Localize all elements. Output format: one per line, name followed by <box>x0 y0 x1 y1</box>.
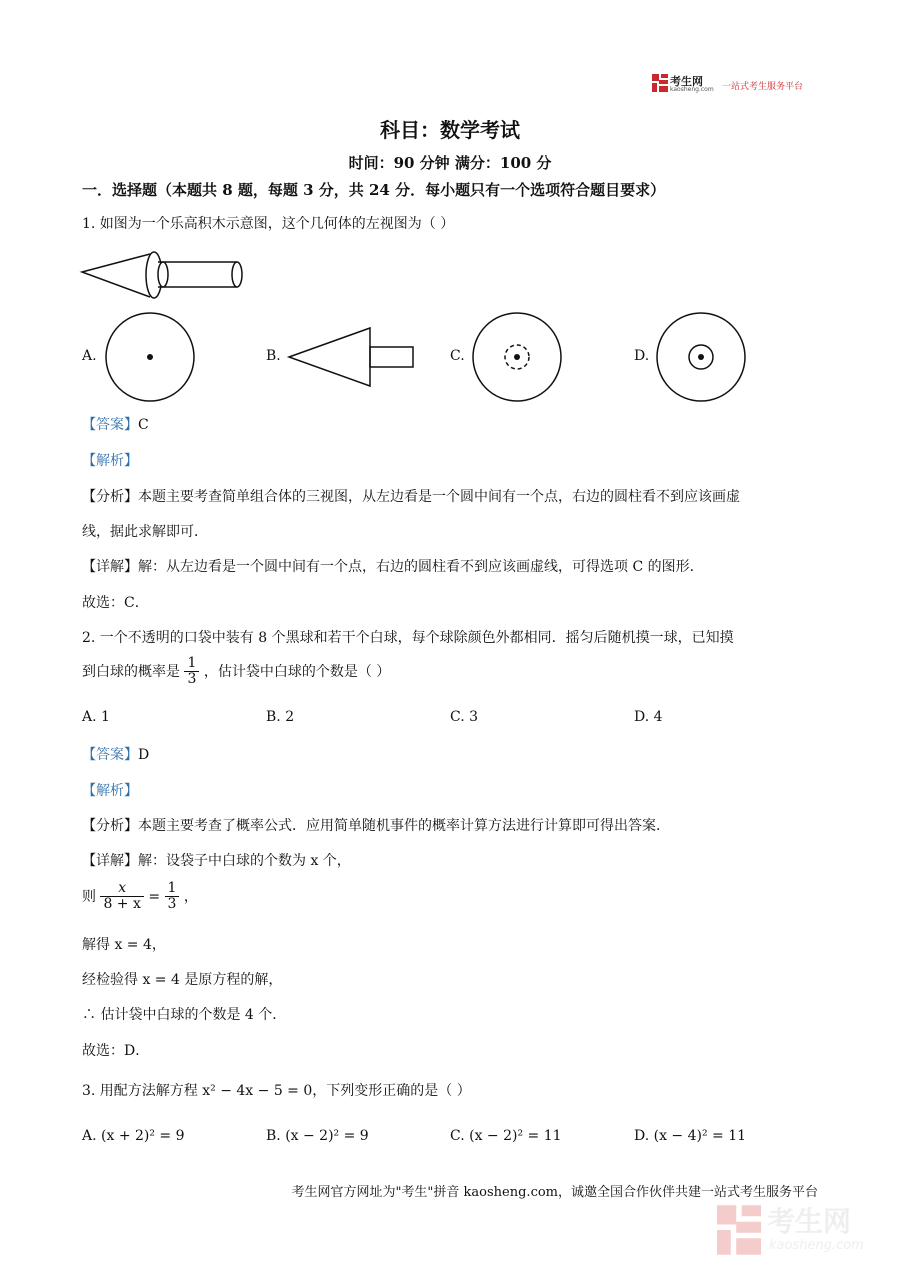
q2-option-c[interactable]: C. 3 <box>450 709 479 725</box>
q2-answer-value: D <box>138 747 150 763</box>
eq-suffix: ， <box>183 888 198 905</box>
logo-name: 考生网 <box>670 75 703 88</box>
q2-solve: 解得 x = 4， <box>82 937 166 953</box>
q1-option-c-figure <box>472 312 564 404</box>
q1-fenxi-text: 本题主要考查简单组合体的三视图，从左边看是一个圆中间有一个点，右边的圆柱看不到应该画虚 <box>138 489 740 505</box>
watermark <box>717 1200 887 1260</box>
fenxi-tag: 【分析】 <box>82 818 138 834</box>
q3-option-b[interactable]: B. (x − 2)² = 9 <box>266 1128 369 1144</box>
q2-stem-line1: 2. 一个不透明的口袋中装有 8 个黑球和若干个白球，每个球除颜色外都相同．摇匀后随机摸一球，已知摸 <box>82 630 734 646</box>
q3-option-a[interactable]: A. (x + 2)² = 9 <box>82 1128 185 1144</box>
q2-analysis-tag: 【解析】 <box>82 783 138 799</box>
q1-option-b-figure <box>286 326 416 388</box>
watermark-logo-icon <box>717 1204 761 1256</box>
fraction-denominator: 3 <box>187 671 197 688</box>
eq-right-fraction <box>165 881 180 913</box>
q3-stem: 3. 用配方法解方程 x² − 4x − 5 = 0，下列变形正确的是（ ） <box>82 1083 471 1099</box>
q2-therefore: ∴ 估计袋中白球的个数是 4 个． <box>82 1007 287 1023</box>
q1-option-a-figure <box>105 312 197 404</box>
eq-left-denominator: 8 + x <box>103 896 141 913</box>
q2-check: 经检验得 x = 4 是原方程的解， <box>82 972 283 988</box>
page-footer: 考生网官方网址为"考生"拼音 kaosheng.com，诚邀全国合作伙伴共建一站式考生服务平台 <box>291 1185 818 1200</box>
q2-fenxi <box>82 815 670 835</box>
q1-answer-value: C <box>138 417 149 433</box>
q1-fenxi-line1 <box>82 486 740 506</box>
q1-xiangjie-text: 解：从左边看是一个圆中间有一个点，右边的圆柱看不到应该画虚线，可得选项 C 的图形． <box>138 559 704 575</box>
exam-info: 时间：90 分钟 满分：100 分 <box>348 154 552 172</box>
q2-option-b[interactable]: B. 2 <box>266 709 295 725</box>
logo-slogan: 一站式考生服务平台 <box>722 82 804 92</box>
q2-probability-fraction <box>184 656 199 688</box>
eq-right-denominator: 3 <box>167 896 177 913</box>
watermark-domain: kaosheng.com <box>769 1238 864 1253</box>
q1-fenxi-line2: 线，据此求解即可． <box>82 524 208 540</box>
section-heading: 一．选择题（本题共 8 题，每题 3 分，共 24 分．每小题只有一个选项符合题目要求） <box>82 181 666 199</box>
logo-domain: kaosheng.com <box>670 86 714 93</box>
answer-tag: 【答案】 <box>82 417 138 433</box>
q2-xiangjie <box>82 850 351 870</box>
header-logo <box>652 74 827 98</box>
q1-analysis-tag: 【解析】 <box>82 453 138 469</box>
q2-answer <box>82 744 149 764</box>
q1-conclusion: 故选：C． <box>82 595 149 611</box>
lego-figure <box>80 246 250 306</box>
q1-option-d-figure <box>656 312 748 404</box>
kaosheng-logo-icon <box>652 74 668 92</box>
eq-left-fraction <box>100 881 143 913</box>
xiangjie-tag: 【详解】 <box>82 853 138 869</box>
answer-tag: 【答案】 <box>82 747 138 763</box>
fenxi-tag: 【分析】 <box>82 489 138 505</box>
q2-option-a[interactable]: A. 1 <box>82 709 110 725</box>
q1-option-d-label[interactable]: D. <box>634 348 650 364</box>
fraction-numerator: 1 <box>184 656 199 672</box>
q2-stem-before: 到白球的概率是 <box>82 663 180 680</box>
q2-stem-after: ，估计袋中白球的个数是（ ） <box>203 663 391 680</box>
q1-xiangjie <box>82 556 704 576</box>
q1-option-a-label[interactable]: A. <box>82 348 97 364</box>
eq-right-numerator: 1 <box>165 881 180 897</box>
xiangjie-tag: 【详解】 <box>82 559 138 575</box>
eq-equals: = <box>148 888 161 905</box>
q3-option-d[interactable]: D. (x − 4)² = 11 <box>634 1128 747 1144</box>
watermark-text: 考生网 <box>767 1205 852 1238</box>
page-title: 科目：数学考试 <box>380 118 520 142</box>
eq-left-numerator: x <box>100 881 143 897</box>
q2-option-d[interactable]: D. 4 <box>634 709 663 725</box>
q2-stem-line2 <box>82 656 390 688</box>
eq-prefix: 则 <box>82 888 96 905</box>
q1-option-c-label[interactable]: C. <box>450 348 465 364</box>
q3-option-c[interactable]: C. (x − 2)² = 11 <box>450 1128 562 1144</box>
q2-xiangjie-text: 解：设袋子中白球的个数为 x 个， <box>138 853 351 869</box>
q1-stem: 1. 如图为一个乐高积木示意图，这个几何体的左视图为（ ） <box>82 216 455 232</box>
q2-fenxi-text: 本题主要考查了概率公式．应用简单随机事件的概率计算方法进行计算即可得出答案． <box>138 818 670 834</box>
q1-answer <box>82 414 149 434</box>
q2-equation <box>82 881 198 913</box>
q2-conclusion: 故选：D． <box>82 1043 150 1059</box>
q1-option-b-label[interactable]: B. <box>266 348 281 364</box>
